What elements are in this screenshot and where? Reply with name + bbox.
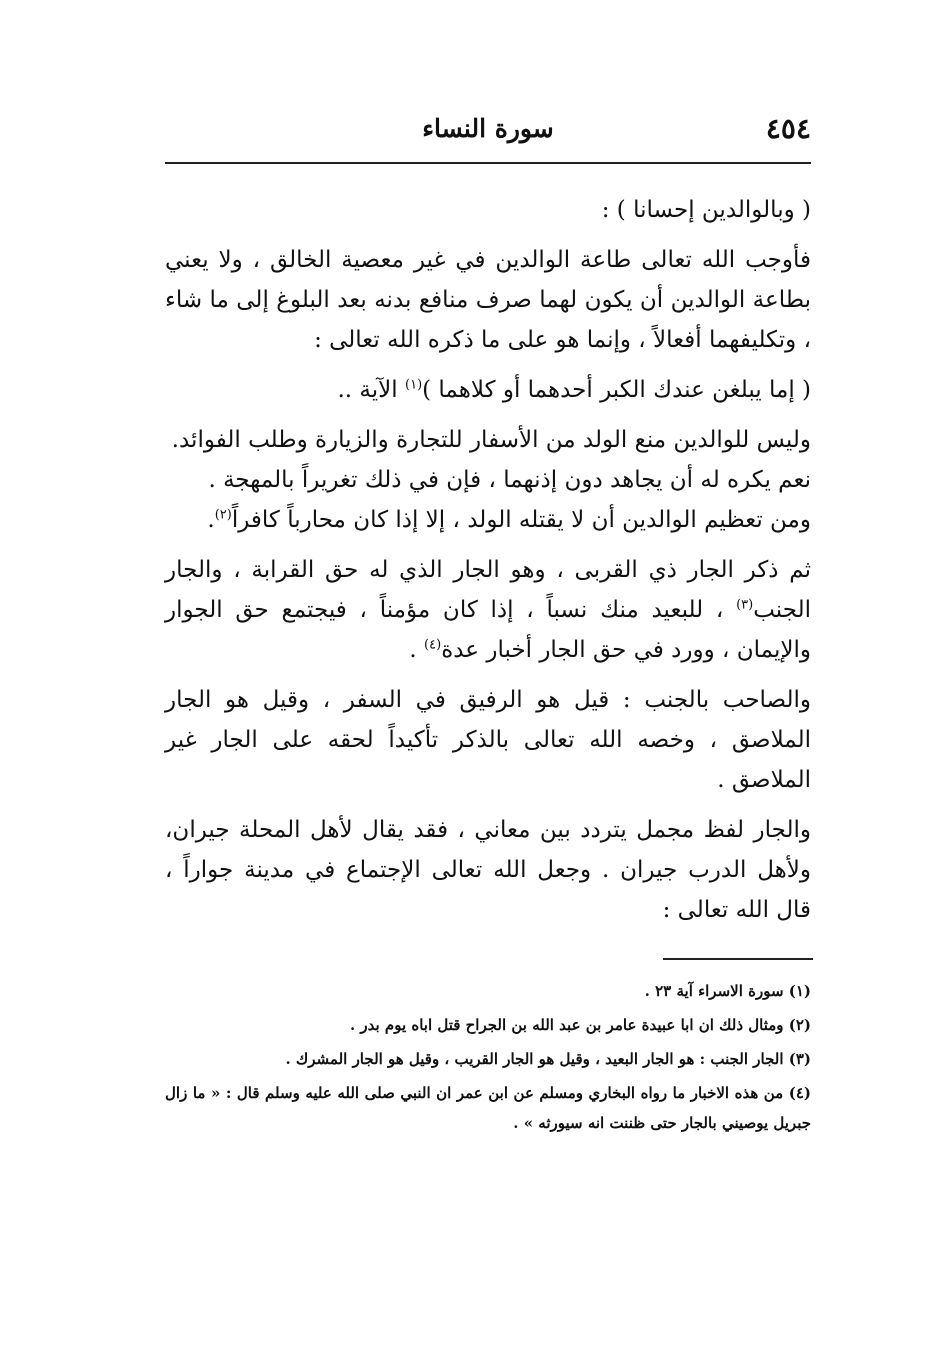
page-number: ٤٥٤ <box>765 112 811 145</box>
footnote: (١) سورة الاسراء آية ٢٣ . <box>644 982 811 1000</box>
punctuation: . <box>207 507 215 533</box>
footnote: (٢) ومثال ذلك ان ابا عبيدة عامر بن عبد الله بن الجراح قتل اباه يوم بدر . <box>349 1016 811 1034</box>
footnote-ref: (١) <box>405 377 423 393</box>
paragraph: فأوجب الله تعالى طاعة الوالدين في غير معصية الخالق ، ولا يعني بطاعة الوالدين أن يكون لهما صرف منافع بدنه بعد البلوغ إلى ما شاء ، وتكليفهما أفعالاً ، وإنما هو على ما ذكره الله تعالى : <box>165 247 811 353</box>
verse-text: ( إما يبلغن عندك الكبر أحدهما أو كلاهما ) <box>422 377 811 403</box>
footnote: (٣) الجار الجنب : هو الجار البعيد ، وقيل هو الجار القريب ، وقيل هو الجار المشرك . <box>285 1050 811 1068</box>
paragraph <box>165 550 811 670</box>
paragraph-text: ثم ذكر الجار ذي القربى ، وهو الجار الذي له حق القرابة ، والجار الجنب <box>165 557 811 623</box>
main-text <box>165 190 811 940</box>
paragraph: والجار لفظ مجمل يتردد بين معاني ، فقد يقال لأهل المحلة جيران، ولأهل الدرب جيران . وجعل الله تعالى الإجتماع في مدينة جواراً ، قال الله تعالى : <box>165 817 811 923</box>
paragraph-line: نعم يكره له أن يجاهد دون إذنهما ، فإن في ذلك تغريراً بالمهجة . <box>208 467 811 493</box>
running-title: سورة النساء <box>422 114 554 143</box>
footnote-divider <box>663 958 813 960</box>
quran-verse <box>165 370 811 410</box>
footnote-ref: (٢) <box>214 507 232 523</box>
page-header <box>165 108 811 152</box>
paragraph: والصاحب بالجنب : قيل هو الرفيق في السفر ، وقيل هو الجار الملاصق ، وخصه الله تعالى بالذكر تأكيداً لحقه على الجار غير الملاصق . <box>165 687 811 793</box>
footnote-ref: (٤) <box>424 637 442 653</box>
verse-tail: الآية .. <box>337 377 398 403</box>
header-divider <box>165 162 811 164</box>
paragraph <box>165 420 811 540</box>
paragraph-line: ومن تعظيم الوالدين أن لا يقتله الولد ، إلا إذا كان محارباً كافراً <box>231 507 811 533</box>
footnotes <box>165 976 811 1142</box>
footnote: (٤) من هذه الاخبار ما رواه البخاري ومسلم عن ابن عمر ان النبي صلى الله عليه وسلم قال : « ما زال جبريل يوصيني بالجار حتى ظننت انه سيورثه » . <box>165 1084 811 1132</box>
footnote-ref: (٣) <box>736 597 754 613</box>
paragraph-text: ، للبعيد منك نسباً ، إذا كان مؤمناً ، فيجتمع حق الجوار والإيمان ، وورد في حق الجار أخبار عدة <box>165 597 811 663</box>
quran-verse: ( وبالوالدين إحسانا ) : <box>601 197 811 223</box>
paragraph-line: وليس للوالدين منع الولد من الأسفار للتجارة والزيارة وطلب الفوائد. <box>171 427 811 453</box>
punctuation: . <box>409 637 417 663</box>
